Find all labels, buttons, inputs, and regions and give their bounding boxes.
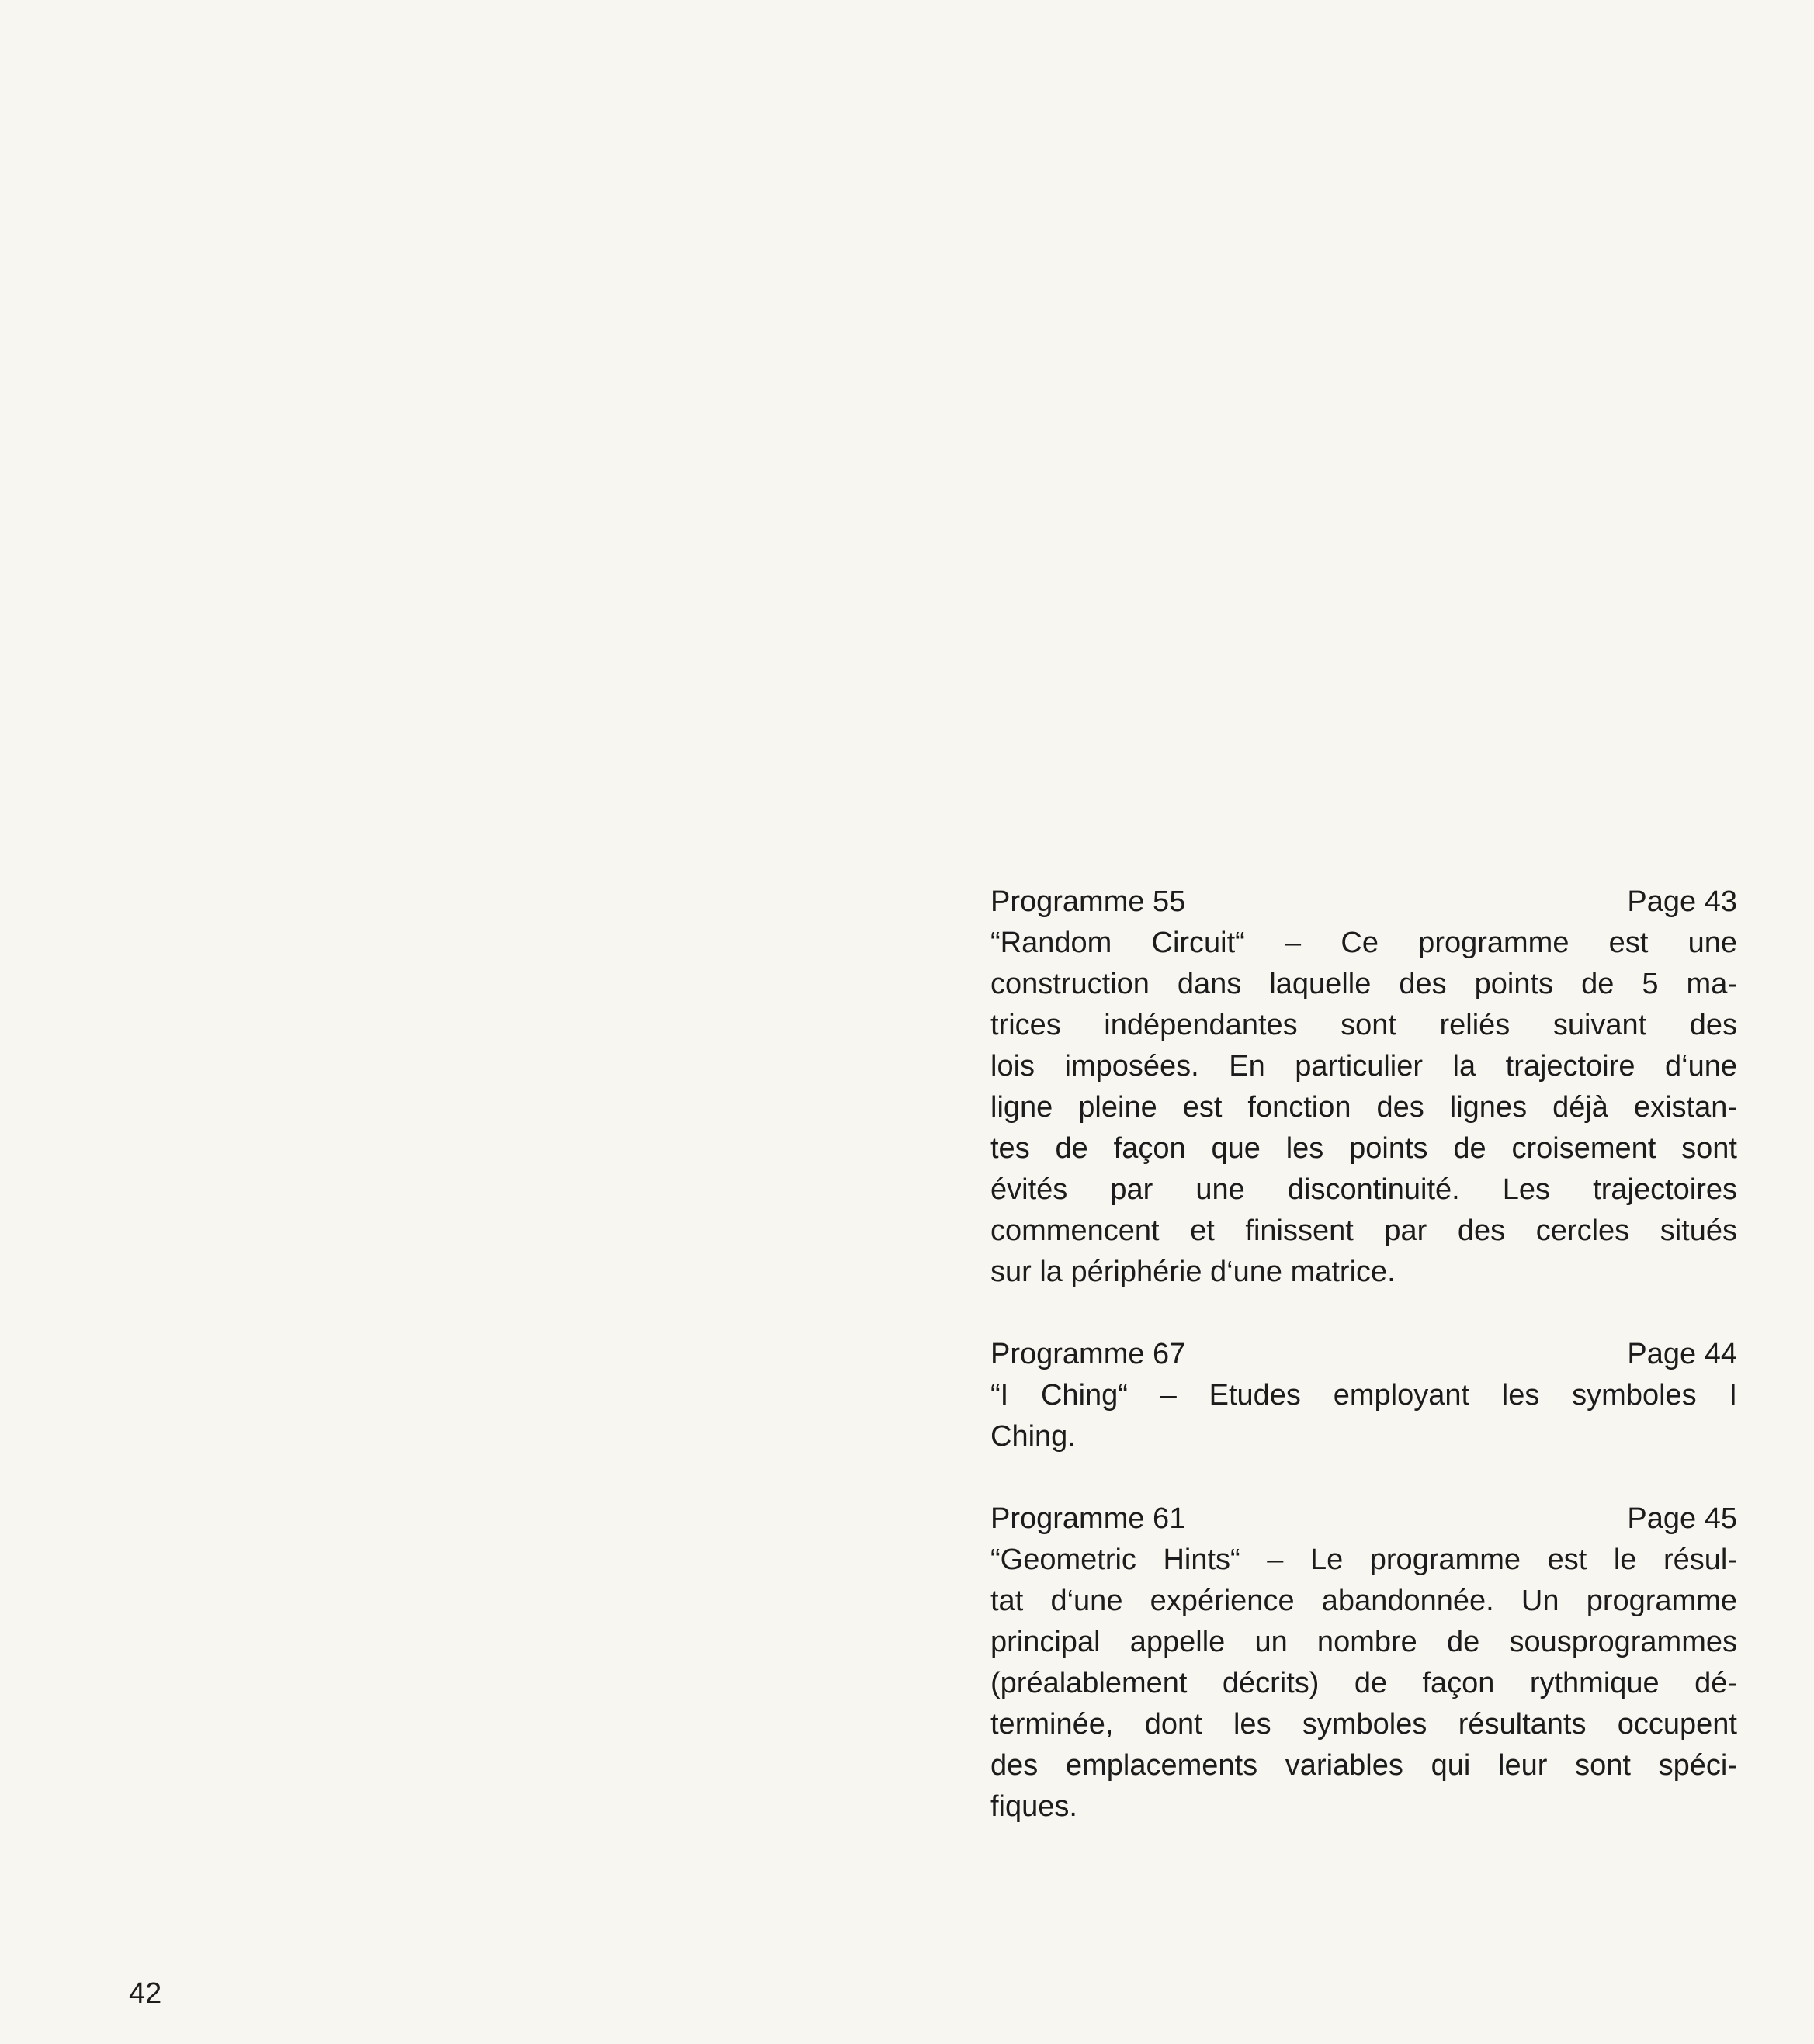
page-reference: Page 43: [1627, 885, 1737, 918]
description-line: “I Ching“ – Etudes employant les symboles I: [990, 1379, 1737, 1412]
description-line: tat d‘une expérience abandonnée. Un programme: [990, 1585, 1737, 1617]
programme-label: Programme 61: [990, 1502, 1186, 1535]
description-line: sur la périphérie d‘une matrice.: [990, 1256, 1396, 1288]
page-number: 42: [129, 1977, 162, 2010]
description-line: évités par une discontinuité. Les trajectoires: [990, 1173, 1737, 1206]
entry-programme-67: [990, 1334, 1737, 1457]
description-line: construction dans laquelle des points de 5 ma-: [990, 968, 1737, 1000]
entry-heading: [990, 882, 1737, 923]
entry-description: [990, 923, 1737, 1293]
description-line: ligne pleine est fonction des lignes déjà existan-: [990, 1091, 1737, 1124]
description-line: Ching.: [990, 1420, 1076, 1453]
programme-label: Programme 55: [990, 885, 1186, 918]
entry-heading: [990, 1498, 1737, 1540]
entry-description: [990, 1540, 1737, 1827]
description-line: “Random Circuit“ – Ce programme est une: [990, 927, 1737, 959]
entry-description: [990, 1375, 1737, 1457]
description-line: trices indépendantes sont reliés suivant des: [990, 1009, 1737, 1041]
description-line: des emplacements variables qui leur sont spéci-: [990, 1749, 1737, 1782]
page-reference: Page 44: [1627, 1338, 1737, 1370]
description-line: principal appelle un nombre de sousprogrammes: [990, 1626, 1737, 1658]
page-reference: Page 45: [1627, 1502, 1737, 1535]
text-column: [990, 882, 1737, 1869]
description-line: “Geometric Hints“ – Le programme est le résul-: [990, 1543, 1737, 1576]
entry-programme-61: [990, 1498, 1737, 1827]
entry-heading: [990, 1334, 1737, 1375]
description-line: lois imposées. En particulier la trajectoire d‘une: [990, 1050, 1737, 1083]
entry-programme-55: [990, 882, 1737, 1293]
programme-label: Programme 67: [990, 1338, 1186, 1370]
description-line: terminée, dont les symboles résultants occupent: [990, 1708, 1737, 1741]
description-line: fiques.: [990, 1790, 1077, 1823]
description-line: (préalablement décrits) de façon rythmique dé-: [990, 1667, 1737, 1699]
description-line: tes de façon que les points de croisement sont: [990, 1132, 1737, 1165]
description-line: commencent et finissent par des cercles situés: [990, 1214, 1737, 1247]
